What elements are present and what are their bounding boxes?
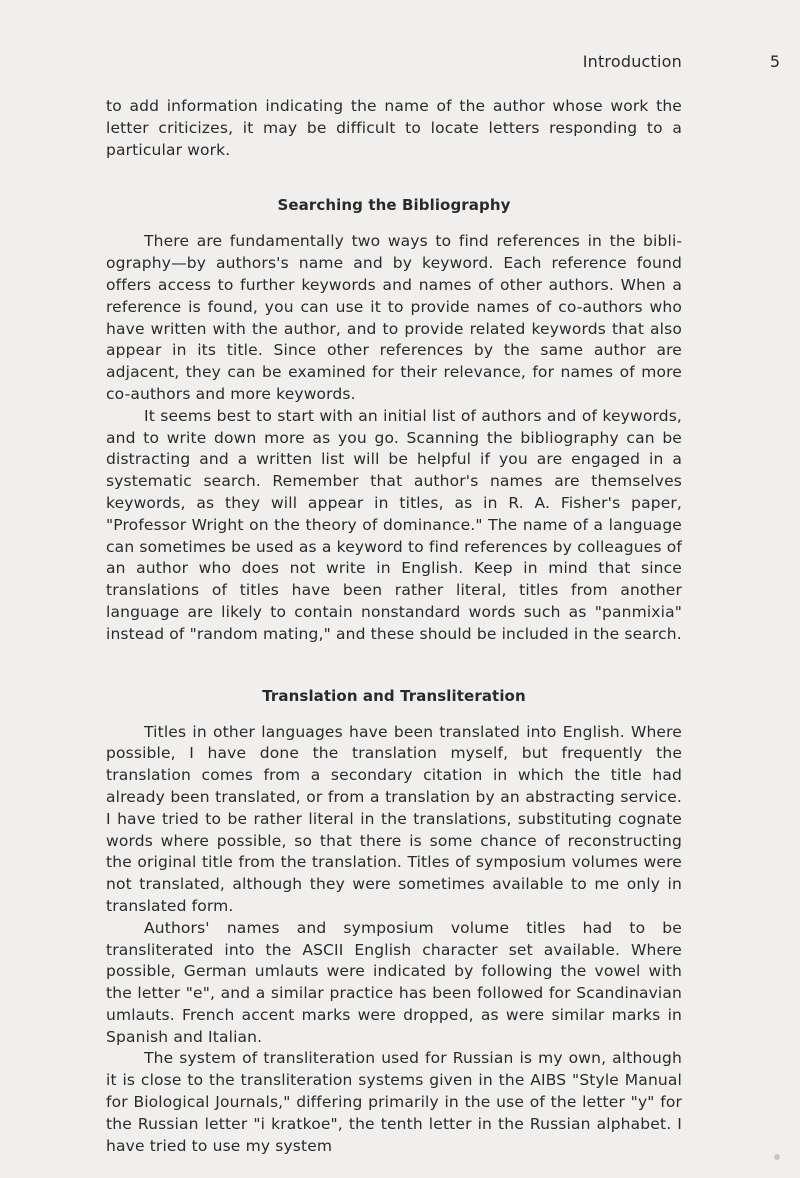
paragraph: There are fundamentally two ways to find references in the bibliography—by authors's name and by keyword. Each reference found offers access to further keywords and names of other authors. When a reference is found, you can use it to provide names of co-authors who have written with the author, and to provide related keywords that also appear in its title. Since other references by the same author are adjacent, they can be examined for their relevance, for names of more co-authors and more keywords.	[106, 232, 682, 403]
scan-smudge	[774, 1154, 780, 1160]
paragraph: Authors' names and symposium volume titles had to be transliterated into the ASCII English character set available. Where possible, German umlauts were indicated by following the vowel with the letter "e", and a similar practice has been followed for Scandinavian umlauts. French accent marks were dropped, as were similar marks in Spanish and Italian.	[106, 918, 682, 1046]
paragraph: The system of transliteration used for Russian is my own, although it is close to the transliteration systems given in the AIBS "Style Manual for Biological Journals," differing primarily in the use of the letter "y" for the Russian letter "i kratkoe", the tenth letter in the Russian alphabet. I have tried to use my system	[106, 1049, 682, 1155]
paragraph: Titles in other languages have been translated into English. Where possible, I have done the translation myself, but frequently the translation comes from a secondary citation in which the title had already been translated, or from a translation by an abstracting service. I have tried to be rather literal in the translations, substituting cognate words where possible, so that there is some chance of reconstructing the original title from the translation. Titles of symposium volumes were not translated, although they were sometimes available to me only in translated form.	[106, 722, 682, 915]
body-text	[106, 96, 682, 1157]
section-heading-searching: Searching the Bibliography	[277, 196, 511, 215]
continued-paragraph: to add information indicating the name of the author whose work the letter criticizes, it may be difficult to locate letters responding to a particular work.	[106, 97, 682, 159]
section-heading-translation: Translation and Transliteration	[262, 686, 526, 705]
paragraph: It seems best to start with an initial list of authors and of keywords, and to write down more as you go. Scanning the bibliography can be distracting and a written list will be helpful if you are engaged in a systematic search. Remember that author's names are themselves keywords, as they will appear in titles, as in R. A. Fisher's paper, "Professor Wright on the theory of dominance." The name of a language can sometimes be used as a keyword to find references by colleagues of an author who does not write in English. Keep in mind that since translations of titles have been rather literal, titles from another language are likely to contain nonstandard words such as "panmixia" instead of "random mating," and these should be included in the search.	[106, 406, 682, 643]
page-number: 5	[769, 52, 780, 71]
running-head: Introduction	[582, 52, 682, 71]
